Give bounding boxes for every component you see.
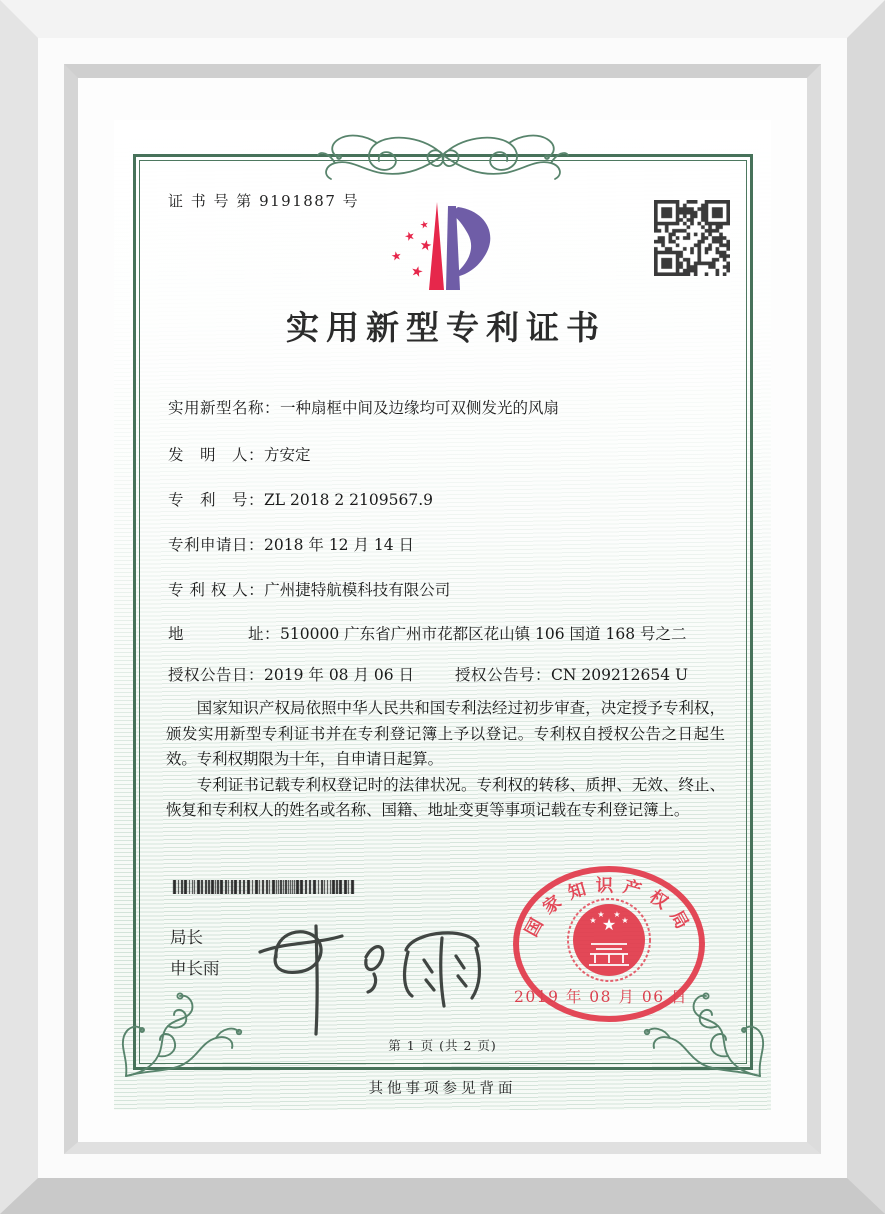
- flourish-top-center-icon: [315, 125, 571, 183]
- legal-text: [166, 696, 725, 824]
- field-row-grant: [168, 663, 729, 685]
- national-emblem-icon: [568, 899, 650, 981]
- official-seal: [499, 864, 723, 1044]
- back-note: 其他事项参见背面: [368, 1081, 517, 1097]
- seal-ring-text: 国家知识产权局: [521, 876, 697, 941]
- emblem-star-icon: ★: [597, 910, 605, 919]
- emblem-star-icon: ★: [613, 910, 621, 919]
- legal-paragraph-1: 国家知识产权局依照中华人民共和国专利法经过初步审查，决定授予专利权，颁发实用新型专利证书并在专利登记簿上予以登记。专利权自授权公告之日起生效。专利权期限为十年，自申请日起算。: [166, 699, 725, 769]
- page-number: 第 1 页 (共 2 页): [388, 1038, 497, 1053]
- officer-title: 局长: [170, 928, 203, 947]
- frame-mat: [78, 78, 807, 1142]
- logo-star-icon: ★: [389, 248, 403, 264]
- grant-date-label: 授权公告日：: [168, 666, 265, 684]
- certificate-number: 证 书 号 第 9191887 号: [168, 192, 360, 210]
- seal-date: 2019 年 08 月 06 日: [513, 988, 689, 1006]
- grant-no-label: 授权公告号：: [455, 666, 552, 684]
- certificate-paper: [114, 120, 771, 1110]
- logo-star-icon: ★: [408, 262, 425, 282]
- cnipa-logo: [380, 194, 500, 304]
- field-value: 广州捷特航模科技有限公司: [264, 581, 451, 599]
- field-row-name: [168, 396, 729, 418]
- officer-name: 申长雨: [170, 959, 220, 978]
- emblem-star-icon: ★: [589, 916, 597, 925]
- field-label: 实用新型名称：: [168, 399, 281, 417]
- field-value: 510000 广东省广州市花都区花山镇 106 国道 168 号之二: [280, 625, 687, 643]
- field-label: 专 利 权 人：: [168, 581, 265, 599]
- grant-no-value: CN 209212654 U: [551, 666, 689, 684]
- field-row-inventor: [168, 443, 729, 465]
- emblem-star-icon: ★: [621, 916, 629, 925]
- logo-star-icon: ★: [418, 219, 431, 232]
- field-label: 专 利 号：: [168, 491, 265, 509]
- field-row-address: [168, 622, 729, 644]
- picture-frame-face: [38, 38, 847, 1178]
- certificate-title: 实用新型专利证书: [286, 308, 606, 347]
- grant-date-value: 2019 年 08 月 06 日: [264, 666, 415, 684]
- field-value: 方安定: [264, 446, 311, 464]
- barcode: [172, 880, 356, 894]
- field-label: 地 址：: [168, 625, 281, 643]
- field-label: 专利申请日：: [168, 536, 265, 554]
- field-row-patent-no: [168, 488, 729, 510]
- qr-code: [654, 200, 730, 276]
- legal-paragraph-2: 专利证书记载专利权登记时的法律状况。专利权的转移、质押、无效、终止、恢复和专利权人的姓名或名称、国籍、地址变更等事项记载在专利登记簿上。: [166, 775, 725, 820]
- field-row-filing-date: [168, 533, 729, 555]
- field-value: ZL 2018 2 2109567.9: [264, 491, 433, 509]
- emblem-star-icon: ★: [601, 915, 617, 934]
- officer-block: [170, 922, 220, 984]
- picture-frame-inner-lip: [64, 64, 821, 1154]
- field-row-patentee: [168, 578, 729, 600]
- field-value: 2018 年 12 月 14 日: [264, 536, 415, 554]
- logo-star-icon: ★: [402, 227, 418, 245]
- field-label: 发 明 人：: [168, 446, 265, 464]
- logo-star-icon: ★: [418, 237, 434, 256]
- field-value: 一种扇框中间及边缘均可双侧发光的风扇: [280, 399, 560, 417]
